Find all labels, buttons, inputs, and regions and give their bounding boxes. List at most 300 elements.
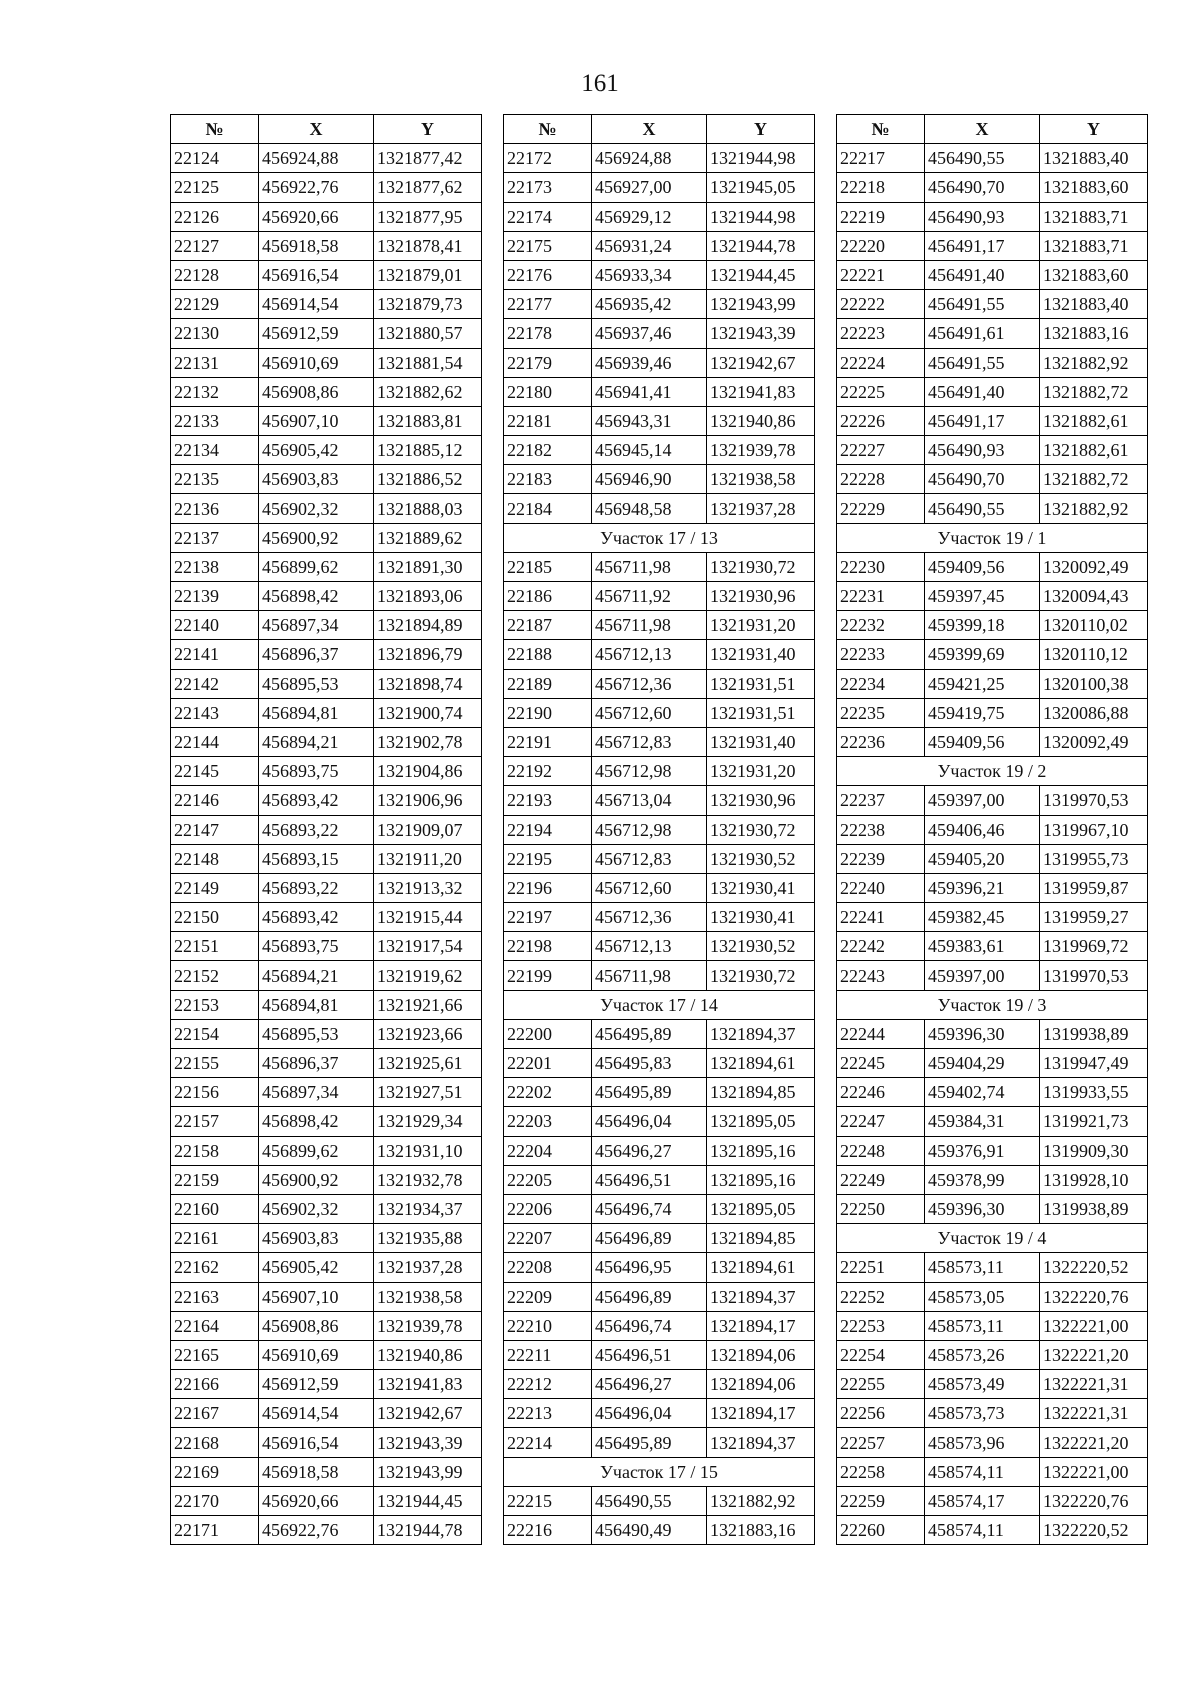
y-coordinate-cell: 1321943,39 — [707, 319, 815, 348]
point-number-cell: 22199 — [504, 961, 592, 990]
table-row — [171, 173, 482, 202]
x-coordinate-cell: 459409,56 — [925, 552, 1040, 581]
x-coordinate-cell: 456894,81 — [259, 990, 374, 1019]
point-number-cell: 22129 — [171, 290, 259, 319]
x-coordinate-cell: 458573,96 — [925, 1428, 1040, 1457]
x-coordinate-cell: 456897,34 — [259, 611, 374, 640]
table-row — [504, 1224, 815, 1253]
header-number: № — [504, 115, 592, 144]
table-row — [171, 1399, 482, 1428]
point-number-cell: 22162 — [171, 1253, 259, 1282]
y-coordinate-cell: 1322221,00 — [1040, 1457, 1148, 1486]
x-coordinate-cell: 456929,12 — [592, 202, 707, 231]
point-number-cell: 22238 — [837, 815, 925, 844]
table-row — [837, 961, 1148, 990]
point-number-cell: 22234 — [837, 669, 925, 698]
y-coordinate-cell: 1322221,31 — [1040, 1399, 1148, 1428]
x-coordinate-cell: 456490,93 — [925, 436, 1040, 465]
header-y: Y — [374, 115, 482, 144]
x-coordinate-cell: 456893,42 — [259, 903, 374, 932]
y-coordinate-cell: 1321882,92 — [707, 1486, 815, 1515]
x-coordinate-cell: 456893,75 — [259, 932, 374, 961]
point-number-cell: 22206 — [504, 1194, 592, 1223]
point-number-cell: 22240 — [837, 873, 925, 902]
x-coordinate-cell: 456496,04 — [592, 1399, 707, 1428]
point-number-cell: 22141 — [171, 640, 259, 669]
x-coordinate-cell: 456496,27 — [592, 1136, 707, 1165]
point-number-cell: 22148 — [171, 844, 259, 873]
x-coordinate-cell: 456916,54 — [259, 1428, 374, 1457]
point-number-cell: 22226 — [837, 406, 925, 435]
point-number-cell: 22158 — [171, 1136, 259, 1165]
y-coordinate-cell: 1321925,61 — [374, 1049, 482, 1078]
y-coordinate-cell: 1322221,20 — [1040, 1340, 1148, 1369]
x-coordinate-cell: 456945,14 — [592, 436, 707, 465]
table-row — [171, 815, 482, 844]
y-coordinate-cell: 1321931,20 — [707, 611, 815, 640]
y-coordinate-cell: 1321882,61 — [1040, 436, 1148, 465]
y-coordinate-cell: 1321943,99 — [374, 1457, 482, 1486]
y-coordinate-cell: 1321930,96 — [707, 582, 815, 611]
point-number-cell: 22208 — [504, 1253, 592, 1282]
point-number-cell: 22231 — [837, 582, 925, 611]
y-coordinate-cell: 1321931,40 — [707, 727, 815, 756]
point-number-cell: 22235 — [837, 698, 925, 727]
point-number-cell: 22159 — [171, 1165, 259, 1194]
table-row — [504, 611, 815, 640]
x-coordinate-cell: 456935,42 — [592, 290, 707, 319]
y-coordinate-cell: 1319928,10 — [1040, 1165, 1148, 1194]
point-number-cell: 22156 — [171, 1078, 259, 1107]
x-coordinate-cell: 456895,53 — [259, 669, 374, 698]
x-coordinate-cell: 456894,21 — [259, 961, 374, 990]
header-row — [504, 115, 815, 144]
point-number-cell: 22171 — [171, 1516, 259, 1545]
table-row — [837, 1107, 1148, 1136]
y-coordinate-cell: 1321886,52 — [374, 465, 482, 494]
point-number-cell: 22258 — [837, 1457, 925, 1486]
y-coordinate-cell: 1321894,17 — [707, 1311, 815, 1340]
point-number-cell: 22195 — [504, 844, 592, 873]
header-y: Y — [1040, 115, 1148, 144]
point-number-cell: 22181 — [504, 406, 592, 435]
x-coordinate-cell: 456905,42 — [259, 1253, 374, 1282]
x-coordinate-cell: 456902,32 — [259, 1194, 374, 1223]
point-number-cell: 22131 — [171, 348, 259, 377]
y-coordinate-cell: 1321883,60 — [1040, 260, 1148, 289]
point-number-cell: 22210 — [504, 1311, 592, 1340]
y-coordinate-cell: 1321893,06 — [374, 582, 482, 611]
table-row — [504, 465, 815, 494]
table-row — [171, 1457, 482, 1486]
point-number-cell: 22245 — [837, 1049, 925, 1078]
x-coordinate-cell: 456712,60 — [592, 698, 707, 727]
x-coordinate-cell: 458573,11 — [925, 1253, 1040, 1282]
table-row — [171, 1019, 482, 1048]
y-coordinate-cell: 1319933,55 — [1040, 1078, 1148, 1107]
table-row — [504, 173, 815, 202]
x-coordinate-cell: 456490,93 — [925, 202, 1040, 231]
y-coordinate-cell: 1321931,51 — [707, 698, 815, 727]
point-number-cell: 22183 — [504, 465, 592, 494]
table-row — [837, 348, 1148, 377]
point-number-cell: 22147 — [171, 815, 259, 844]
point-number-cell: 22134 — [171, 436, 259, 465]
table-row — [504, 406, 815, 435]
point-number-cell: 22139 — [171, 582, 259, 611]
y-coordinate-cell: 1321894,37 — [707, 1428, 815, 1457]
table-row — [171, 961, 482, 990]
point-number-cell: 22190 — [504, 698, 592, 727]
y-coordinate-cell: 1321877,62 — [374, 173, 482, 202]
table-row — [171, 465, 482, 494]
x-coordinate-cell: 456495,83 — [592, 1049, 707, 1078]
table-row — [504, 202, 815, 231]
table-row — [504, 903, 815, 932]
y-coordinate-cell: 1321879,73 — [374, 290, 482, 319]
y-coordinate-cell: 1321882,92 — [1040, 494, 1148, 523]
x-coordinate-cell: 458573,73 — [925, 1399, 1040, 1428]
x-coordinate-cell: 456933,34 — [592, 260, 707, 289]
section-title: Участок 17 / 13 — [504, 523, 815, 552]
table-row — [171, 1107, 482, 1136]
table-row — [837, 1194, 1148, 1223]
y-coordinate-cell: 1321911,20 — [374, 844, 482, 873]
x-coordinate-cell: 456712,60 — [592, 873, 707, 902]
table-row — [171, 903, 482, 932]
table-row — [504, 786, 815, 815]
point-number-cell: 22127 — [171, 231, 259, 260]
x-coordinate-cell: 456914,54 — [259, 1399, 374, 1428]
section-title: Участок 19 / 4 — [837, 1224, 1148, 1253]
table-row — [837, 1340, 1148, 1369]
point-number-cell: 22151 — [171, 932, 259, 961]
table-row — [171, 757, 482, 786]
x-coordinate-cell: 456894,81 — [259, 698, 374, 727]
point-number-cell: 22205 — [504, 1165, 592, 1194]
y-coordinate-cell: 1321882,62 — [374, 377, 482, 406]
x-coordinate-cell: 459406,46 — [925, 815, 1040, 844]
y-coordinate-cell: 1319967,10 — [1040, 815, 1148, 844]
table-row — [837, 436, 1148, 465]
table-row — [837, 494, 1148, 523]
point-number-cell: 22252 — [837, 1282, 925, 1311]
x-coordinate-cell: 456490,55 — [925, 144, 1040, 173]
point-number-cell: 22256 — [837, 1399, 925, 1428]
table-row — [837, 1516, 1148, 1545]
x-coordinate-cell: 456712,83 — [592, 844, 707, 873]
y-coordinate-cell: 1320094,43 — [1040, 582, 1148, 611]
point-number-cell: 22179 — [504, 348, 592, 377]
point-number-cell: 22207 — [504, 1224, 592, 1253]
table-row — [837, 582, 1148, 611]
point-number-cell: 22184 — [504, 494, 592, 523]
y-coordinate-cell: 1321895,05 — [707, 1194, 815, 1223]
table-row — [504, 1428, 815, 1457]
y-coordinate-cell: 1321940,86 — [707, 406, 815, 435]
table-row — [504, 260, 815, 289]
point-number-cell: 22138 — [171, 552, 259, 581]
y-coordinate-cell: 1321882,72 — [1040, 377, 1148, 406]
point-number-cell: 22152 — [171, 961, 259, 990]
y-coordinate-cell: 1319970,53 — [1040, 961, 1148, 990]
point-number-cell: 22172 — [504, 144, 592, 173]
table-row — [837, 173, 1148, 202]
x-coordinate-cell: 459397,45 — [925, 582, 1040, 611]
y-coordinate-cell: 1321894,37 — [707, 1019, 815, 1048]
y-coordinate-cell: 1319959,27 — [1040, 903, 1148, 932]
y-coordinate-cell: 1319970,53 — [1040, 786, 1148, 815]
point-number-cell: 22135 — [171, 465, 259, 494]
table-row — [171, 377, 482, 406]
point-number-cell: 22211 — [504, 1340, 592, 1369]
y-coordinate-cell: 1321894,17 — [707, 1399, 815, 1428]
x-coordinate-cell: 456712,83 — [592, 727, 707, 756]
table-row — [504, 932, 815, 961]
y-coordinate-cell: 1321877,42 — [374, 144, 482, 173]
x-coordinate-cell: 456894,21 — [259, 727, 374, 756]
point-number-cell: 22186 — [504, 582, 592, 611]
x-coordinate-cell: 456902,32 — [259, 494, 374, 523]
y-coordinate-cell: 1321888,03 — [374, 494, 482, 523]
section-row — [837, 990, 1148, 1019]
x-coordinate-cell: 456912,59 — [259, 319, 374, 348]
y-coordinate-cell: 1319938,89 — [1040, 1194, 1148, 1223]
page-number: 161 — [581, 70, 619, 97]
point-number-cell: 22204 — [504, 1136, 592, 1165]
table-row — [504, 1399, 815, 1428]
table-row — [504, 669, 815, 698]
header-x: X — [592, 115, 707, 144]
x-coordinate-cell: 456896,37 — [259, 1049, 374, 1078]
x-coordinate-cell: 456496,74 — [592, 1194, 707, 1223]
y-coordinate-cell: 1321931,40 — [707, 640, 815, 669]
y-coordinate-cell: 1321883,71 — [1040, 231, 1148, 260]
header-x: X — [259, 115, 374, 144]
coordinates-table-2 — [503, 114, 815, 1545]
table-row — [171, 582, 482, 611]
point-number-cell: 22192 — [504, 757, 592, 786]
table-row — [171, 1486, 482, 1515]
x-coordinate-cell: 458573,26 — [925, 1340, 1040, 1369]
table-row — [504, 1311, 815, 1340]
table-row — [171, 1311, 482, 1340]
x-coordinate-cell: 459402,74 — [925, 1078, 1040, 1107]
x-coordinate-cell: 456495,89 — [592, 1019, 707, 1048]
point-number-cell: 22132 — [171, 377, 259, 406]
point-number-cell: 22200 — [504, 1019, 592, 1048]
point-number-cell: 22222 — [837, 290, 925, 319]
y-coordinate-cell: 1319938,89 — [1040, 1019, 1148, 1048]
y-coordinate-cell: 1321902,78 — [374, 727, 482, 756]
point-number-cell: 22232 — [837, 611, 925, 640]
x-coordinate-cell: 456495,89 — [592, 1428, 707, 1457]
y-coordinate-cell: 1321942,67 — [707, 348, 815, 377]
table-row — [171, 1428, 482, 1457]
table-row — [171, 348, 482, 377]
x-coordinate-cell: 456711,98 — [592, 552, 707, 581]
point-number-cell: 22163 — [171, 1282, 259, 1311]
point-number-cell: 22223 — [837, 319, 925, 348]
point-number-cell: 22144 — [171, 727, 259, 756]
point-number-cell: 22244 — [837, 1019, 925, 1048]
x-coordinate-cell: 456896,37 — [259, 640, 374, 669]
point-number-cell: 22143 — [171, 698, 259, 727]
point-number-cell: 22201 — [504, 1049, 592, 1078]
point-number-cell: 22237 — [837, 786, 925, 815]
table-row — [837, 1282, 1148, 1311]
header-row — [837, 115, 1148, 144]
table-row — [837, 786, 1148, 815]
table-row — [171, 494, 482, 523]
y-coordinate-cell: 1321883,16 — [1040, 319, 1148, 348]
table-row — [837, 903, 1148, 932]
x-coordinate-cell: 456490,49 — [592, 1516, 707, 1545]
point-number-cell: 22124 — [171, 144, 259, 173]
point-number-cell: 22209 — [504, 1282, 592, 1311]
y-coordinate-cell: 1319947,49 — [1040, 1049, 1148, 1078]
point-number-cell: 22125 — [171, 173, 259, 202]
x-coordinate-cell: 456711,98 — [592, 611, 707, 640]
header-number: № — [837, 115, 925, 144]
x-coordinate-cell: 456937,46 — [592, 319, 707, 348]
x-coordinate-cell: 456490,70 — [925, 465, 1040, 494]
point-number-cell: 22188 — [504, 640, 592, 669]
x-coordinate-cell: 459405,20 — [925, 844, 1040, 873]
x-coordinate-cell: 456922,76 — [259, 173, 374, 202]
y-coordinate-cell: 1321937,28 — [374, 1253, 482, 1282]
table-row — [171, 640, 482, 669]
point-number-cell: 22212 — [504, 1370, 592, 1399]
point-number-cell: 22150 — [171, 903, 259, 932]
point-number-cell: 22239 — [837, 844, 925, 873]
y-coordinate-cell: 1320092,49 — [1040, 727, 1148, 756]
point-number-cell: 22169 — [171, 1457, 259, 1486]
point-number-cell: 22140 — [171, 611, 259, 640]
y-coordinate-cell: 1321895,05 — [707, 1107, 815, 1136]
point-number-cell: 22137 — [171, 523, 259, 552]
y-coordinate-cell: 1320092,49 — [1040, 552, 1148, 581]
point-number-cell: 22153 — [171, 990, 259, 1019]
x-coordinate-cell: 456495,89 — [592, 1078, 707, 1107]
y-coordinate-cell: 1321942,67 — [374, 1399, 482, 1428]
x-coordinate-cell: 458573,05 — [925, 1282, 1040, 1311]
point-number-cell: 22128 — [171, 260, 259, 289]
table-row — [837, 669, 1148, 698]
table-row — [837, 465, 1148, 494]
x-coordinate-cell: 456712,98 — [592, 757, 707, 786]
y-coordinate-cell: 1321931,10 — [374, 1136, 482, 1165]
table-row — [837, 1019, 1148, 1048]
point-number-cell: 22182 — [504, 436, 592, 465]
y-coordinate-cell: 1320110,12 — [1040, 640, 1148, 669]
x-coordinate-cell: 456711,98 — [592, 961, 707, 990]
table-row — [837, 202, 1148, 231]
x-coordinate-cell: 459397,00 — [925, 786, 1040, 815]
y-coordinate-cell: 1321894,85 — [707, 1078, 815, 1107]
table-row — [504, 873, 815, 902]
point-number-cell: 22146 — [171, 786, 259, 815]
x-coordinate-cell: 456899,62 — [259, 1136, 374, 1165]
x-coordinate-cell: 456907,10 — [259, 1282, 374, 1311]
table-row — [504, 1136, 815, 1165]
y-coordinate-cell: 1321923,66 — [374, 1019, 482, 1048]
x-coordinate-cell: 456908,86 — [259, 1311, 374, 1340]
point-number-cell: 22216 — [504, 1516, 592, 1545]
x-coordinate-cell: 456712,13 — [592, 640, 707, 669]
y-coordinate-cell: 1321894,89 — [374, 611, 482, 640]
x-coordinate-cell: 459396,30 — [925, 1019, 1040, 1048]
y-coordinate-cell: 1321913,32 — [374, 873, 482, 902]
y-coordinate-cell: 1321944,78 — [374, 1516, 482, 1545]
table-row — [837, 1370, 1148, 1399]
x-coordinate-cell: 459378,99 — [925, 1165, 1040, 1194]
y-coordinate-cell: 1321894,06 — [707, 1370, 815, 1399]
x-coordinate-cell: 459399,69 — [925, 640, 1040, 669]
x-coordinate-cell: 456496,04 — [592, 1107, 707, 1136]
y-coordinate-cell: 1321941,83 — [707, 377, 815, 406]
table-row — [504, 348, 815, 377]
table-row — [504, 1282, 815, 1311]
y-coordinate-cell: 1322220,76 — [1040, 1282, 1148, 1311]
table-row — [837, 727, 1148, 756]
table-row — [171, 144, 482, 173]
table-row — [171, 1340, 482, 1369]
point-number-cell: 22242 — [837, 932, 925, 961]
point-number-cell: 22136 — [171, 494, 259, 523]
table-row — [837, 611, 1148, 640]
x-coordinate-cell: 456920,66 — [259, 202, 374, 231]
table-row — [837, 932, 1148, 961]
point-number-cell: 22250 — [837, 1194, 925, 1223]
table-row — [171, 611, 482, 640]
table-row — [171, 1282, 482, 1311]
y-coordinate-cell: 1321883,60 — [1040, 173, 1148, 202]
y-coordinate-cell: 1319969,72 — [1040, 932, 1148, 961]
table-row — [504, 1194, 815, 1223]
point-number-cell: 22175 — [504, 231, 592, 260]
table-row — [171, 669, 482, 698]
x-coordinate-cell: 459383,61 — [925, 932, 1040, 961]
table-row — [171, 1194, 482, 1223]
point-number-cell: 22220 — [837, 231, 925, 260]
table-row — [504, 757, 815, 786]
x-coordinate-cell: 459399,18 — [925, 611, 1040, 640]
table-row — [171, 1370, 482, 1399]
point-number-cell: 22180 — [504, 377, 592, 406]
x-coordinate-cell: 456910,69 — [259, 348, 374, 377]
x-coordinate-cell: 459419,75 — [925, 698, 1040, 727]
section-title: Участок 17 / 14 — [504, 990, 815, 1019]
point-number-cell: 22236 — [837, 727, 925, 756]
table-row — [171, 406, 482, 435]
y-coordinate-cell: 1321885,12 — [374, 436, 482, 465]
y-coordinate-cell: 1321883,16 — [707, 1516, 815, 1545]
section-title: Участок 19 / 3 — [837, 990, 1148, 1019]
y-coordinate-cell: 1321883,81 — [374, 406, 482, 435]
table-row — [504, 1049, 815, 1078]
x-coordinate-cell: 456912,59 — [259, 1370, 374, 1399]
x-coordinate-cell: 459396,21 — [925, 873, 1040, 902]
x-coordinate-cell: 456916,54 — [259, 260, 374, 289]
y-coordinate-cell: 1321938,58 — [707, 465, 815, 494]
point-number-cell: 22197 — [504, 903, 592, 932]
point-number-cell: 22229 — [837, 494, 925, 523]
table-row — [504, 1019, 815, 1048]
y-coordinate-cell: 1321930,72 — [707, 961, 815, 990]
point-number-cell: 22259 — [837, 1486, 925, 1515]
point-number-cell: 22173 — [504, 173, 592, 202]
